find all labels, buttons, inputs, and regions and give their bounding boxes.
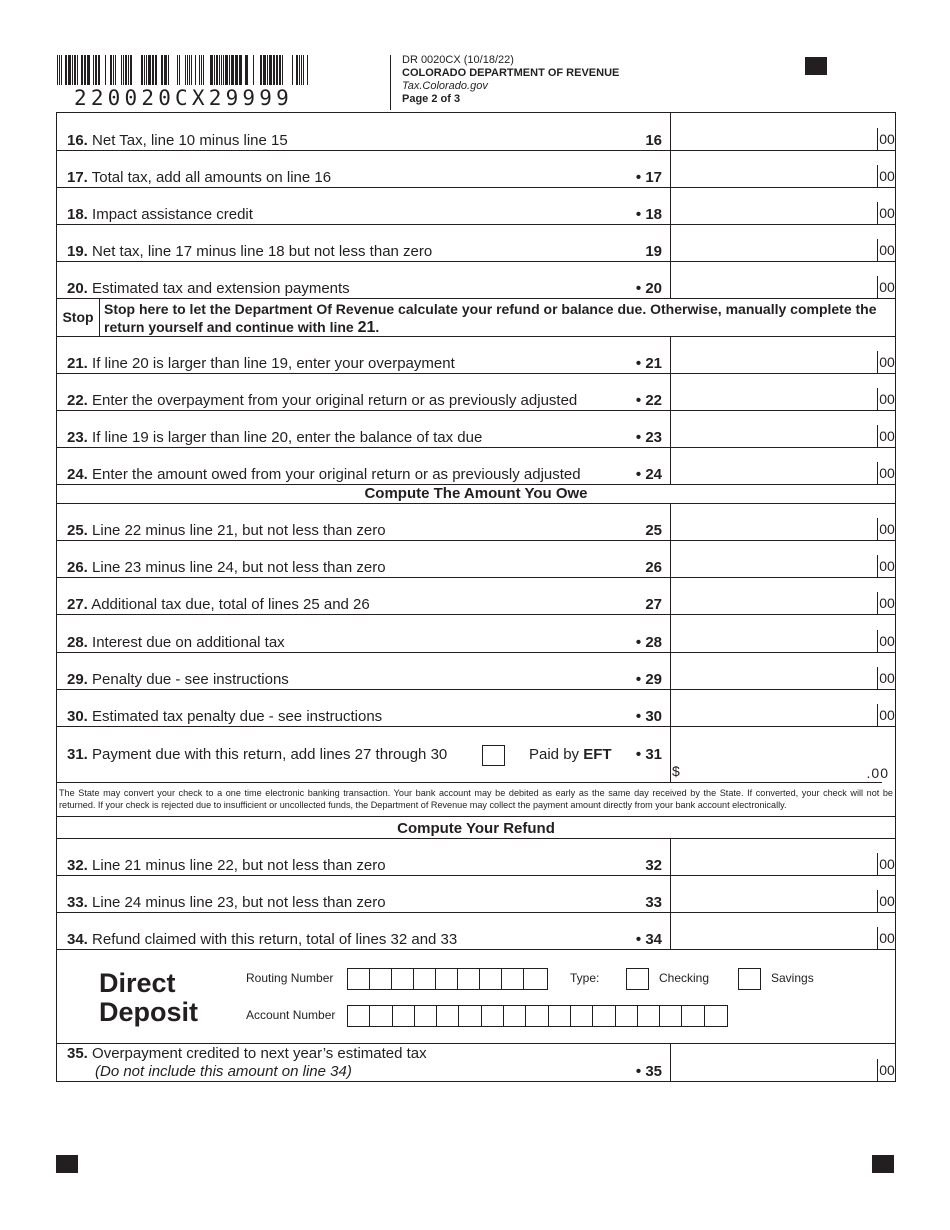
cents-field[interactable]: 00 [877, 555, 896, 577]
barcode-bar [81, 55, 83, 85]
amount-field-23[interactable] [670, 410, 896, 448]
routing-number-input[interactable] [347, 968, 548, 990]
barcode-bar [214, 55, 215, 85]
amount-field-25[interactable] [670, 503, 896, 541]
account-type-label: Type: [570, 971, 600, 985]
amount-field-30[interactable] [670, 689, 896, 727]
header-divider [390, 55, 391, 110]
barcode-bar [148, 55, 151, 85]
registration-mark-top-right [805, 57, 827, 75]
amount-field-22[interactable] [670, 373, 896, 411]
barcode-bar [161, 55, 163, 85]
account-number-input[interactable] [347, 1005, 728, 1027]
amount-field-27[interactable] [670, 577, 896, 615]
barcode-bar [113, 55, 114, 85]
barcode-bar [164, 55, 167, 85]
cents-field[interactable]: 00 [877, 890, 896, 912]
cents-field[interactable]: 00 [877, 351, 896, 373]
section-title-refund: Compute Your Refund [397, 820, 555, 837]
barcode-bar [185, 55, 186, 85]
amount-field-29[interactable] [670, 652, 896, 690]
account-number-label: Account Number [246, 1008, 336, 1022]
barcode-bar [273, 55, 275, 85]
barcode-bar [128, 55, 129, 85]
amount-field-16[interactable] [670, 113, 896, 151]
barcode-bar [179, 55, 180, 85]
barcode-bar [144, 55, 145, 85]
barcode-bar [267, 55, 268, 85]
barcode-bar [235, 55, 238, 85]
cents-field[interactable]: 00 [877, 276, 896, 298]
department-name: COLORADO DEPARTMENT OF REVENUE [402, 67, 620, 79]
barcode-bar [245, 55, 248, 85]
barcode-bar [187, 55, 188, 85]
barcode-bar [146, 55, 147, 85]
direct-deposit-title: Direct Deposit [99, 968, 199, 1027]
barcode-bar [74, 55, 76, 85]
barcode-bar [95, 55, 97, 85]
barcode-bar [239, 55, 242, 85]
barcode-bar [152, 55, 154, 85]
barcode-bar [77, 55, 78, 85]
barcode-bar [87, 55, 90, 85]
electronic-check-notice: The State may convert your check to a one time electronic banking transaction. Your bank account may be debited as early as the same day received by the State. If converted, your check will not be returned. If your check is rejected due to insufficient or uncollected funds, the Department of Revenue may collect the payment amount directly from your bank account electronically. [59, 788, 893, 810]
amount-field-33[interactable] [670, 875, 896, 913]
barcode-bar [219, 55, 220, 85]
barcode-bar [282, 55, 283, 85]
barcode-bar [225, 55, 228, 85]
barcode-bar [279, 55, 281, 85]
amount-field-21[interactable] [670, 336, 896, 374]
cents-field[interactable]: 00 [877, 704, 896, 726]
page-number: Page 2 of 3 [402, 93, 461, 105]
cents-field[interactable]: 00 [877, 202, 896, 224]
cents-field[interactable]: 00 [877, 667, 896, 689]
barcode-bar [296, 55, 298, 85]
barcode-bar [155, 55, 157, 85]
barcode-bar [231, 55, 234, 85]
barcode-bar [269, 55, 272, 85]
barcode-bar [168, 55, 169, 85]
barcode-bar [276, 55, 278, 85]
barcode-bar [299, 55, 300, 85]
amount-field-34[interactable] [670, 912, 896, 950]
barcode-bar [260, 55, 262, 85]
website: Tax.Colorado.gov [402, 80, 488, 92]
cents-field[interactable]: 00 [877, 853, 896, 875]
amount-field-32[interactable] [670, 838, 896, 876]
barcode-bar [105, 55, 106, 85]
barcode-bar [121, 55, 122, 85]
barcode-bar [125, 55, 127, 85]
cents-field[interactable]: 00 [877, 239, 896, 261]
barcode-bar [301, 55, 302, 85]
barcode-bar [292, 55, 293, 85]
barcode-bar [216, 55, 218, 85]
barcode-bar [189, 55, 190, 85]
cents-field[interactable]: 00 [877, 425, 896, 447]
amount-field-24[interactable] [670, 447, 896, 485]
section-title-owe: Compute The Amount You Owe [364, 485, 588, 502]
registration-mark-bottom-right [872, 1155, 894, 1173]
routing-number-label: Routing Number [246, 971, 334, 985]
barcode-bar [263, 55, 266, 85]
barcode-bar [253, 55, 254, 85]
barcode-bar [68, 55, 71, 85]
barcode-bar [61, 55, 62, 85]
barcode-bar [115, 55, 116, 85]
checking-checkbox[interactable] [626, 968, 649, 990]
tax-form-table: 16. Net Tax, line 10 minus line 15 16 00 17. Total tax, add all amounts on line 16 • 17 00 18. Impact assistance credit • 18 00 19. Net tax, line 17 minus line 18 but not less than zero 19 00 20. Estimated tax and extension payments • 20 00 Stop Stop here to let the Department Of Revenue calculate your refund or balance due. Otherwise, manually complete the return yourself and continue with line 21. 21. If line 20 is larger than line 19, enter your overpayment • 21 00 22. Enter the overpayment from your original return or as previously adjusted • 22 00 23. If line 19 is larger than line 20, enter the balance of tax due • 23 00 24. Enter the amount owed from your original return or as previously adjusted • 24 00 Compute The Amount You Owe 25. Line 22 minus line 21, but not less than zero 25 00 26. Line 23 minus line 24, but not less than zero 26 00 27. Additional tax due, total of lines 25 and 26 27 00 28. Interest due on additional tax • 28 00 29. Penalty due - see instructions • 29 00 30. Estimated tax penalty due - see instructions • 30 00 31. Payment due with this return, add lines 27 through 30 Paid by EFT • 31 $ .00 The State may convert your check to a one time electronic banking transaction. Your bank account may be debited as early as the same day received by the State. If converted, your check will not be returned. If your check is rejected due to insufficient or uncollected funds, the Department of Revenue may collect the payment amount directly from your bank account electronically. Compute Your Refund 32. Line 21 minus line 22, but not less than zero 32 00 33. Line 24 minus line 23, but not less than zero 33 00 34. Refund claimed with this return, total of lines 32 and 33 • 34 00 Direct Deposit Routing Number Type: Checking Savings Account Number 35. Overpayment credited to next year’s estimated tax (Do not include this amount on line 34) • 35 00 [56, 112, 896, 1082]
barcode-bar [221, 55, 222, 85]
barcode-bar [130, 55, 132, 85]
barcode-bar [210, 55, 213, 85]
barcode-bar [141, 55, 143, 85]
barcode-bar [57, 55, 58, 85]
barcode-bar [65, 55, 67, 85]
cents-field[interactable]: 00 [877, 165, 896, 187]
barcode-number: 220020CX29999 [74, 86, 293, 110]
cents-field[interactable]: 00 [877, 518, 896, 540]
barcode-bar [229, 55, 230, 85]
barcode-bar [110, 55, 112, 85]
amount-field-28[interactable] [670, 614, 896, 653]
barcode-bar [93, 55, 94, 85]
amount-field-35[interactable] [670, 1043, 896, 1082]
barcode-bar [195, 55, 196, 85]
barcode-bar [59, 55, 60, 85]
barcode-bar [123, 55, 124, 85]
amount-field-26[interactable] [670, 540, 896, 578]
cents-field[interactable]: 00 [877, 1059, 896, 1081]
barcode-bar [203, 55, 204, 85]
cents-field[interactable]: 00 [877, 592, 896, 614]
barcode-bar [307, 55, 308, 85]
dollar-sign: $ [672, 763, 680, 779]
barcode-bar [84, 55, 86, 85]
barcode-bar [223, 55, 224, 85]
form-header [402, 54, 619, 106]
barcode-bar [98, 55, 100, 85]
form-id: DR 0020CX (10/18/22) [402, 54, 514, 66]
cents-field[interactable]: 00 [877, 128, 896, 150]
amount-field-17[interactable] [670, 150, 896, 188]
payment-due-field[interactable]: .00 [866, 765, 889, 781]
eft-checkbox[interactable] [482, 745, 505, 766]
savings-checkbox[interactable] [738, 968, 761, 990]
amount-field-20[interactable] [670, 261, 896, 299]
barcode-bar [72, 55, 73, 85]
amount-field-19[interactable] [670, 224, 896, 262]
barcode-bar [177, 55, 178, 85]
cents-field[interactable]: 00 [877, 388, 896, 410]
barcode-bar [199, 55, 200, 85]
stop-label: Stop [57, 298, 100, 336]
savings-label: Savings [771, 971, 814, 985]
barcode-bar [191, 55, 192, 85]
cents-field[interactable]: 00 [877, 462, 896, 484]
barcode-bar [303, 55, 304, 85]
cents-field[interactable]: 00 [877, 927, 896, 949]
checking-label: Checking [659, 971, 710, 985]
barcode-bar [201, 55, 202, 85]
registration-mark-bottom-left [56, 1155, 78, 1173]
amount-field-18[interactable] [670, 187, 896, 225]
cents-field[interactable]: 00 [877, 630, 896, 652]
